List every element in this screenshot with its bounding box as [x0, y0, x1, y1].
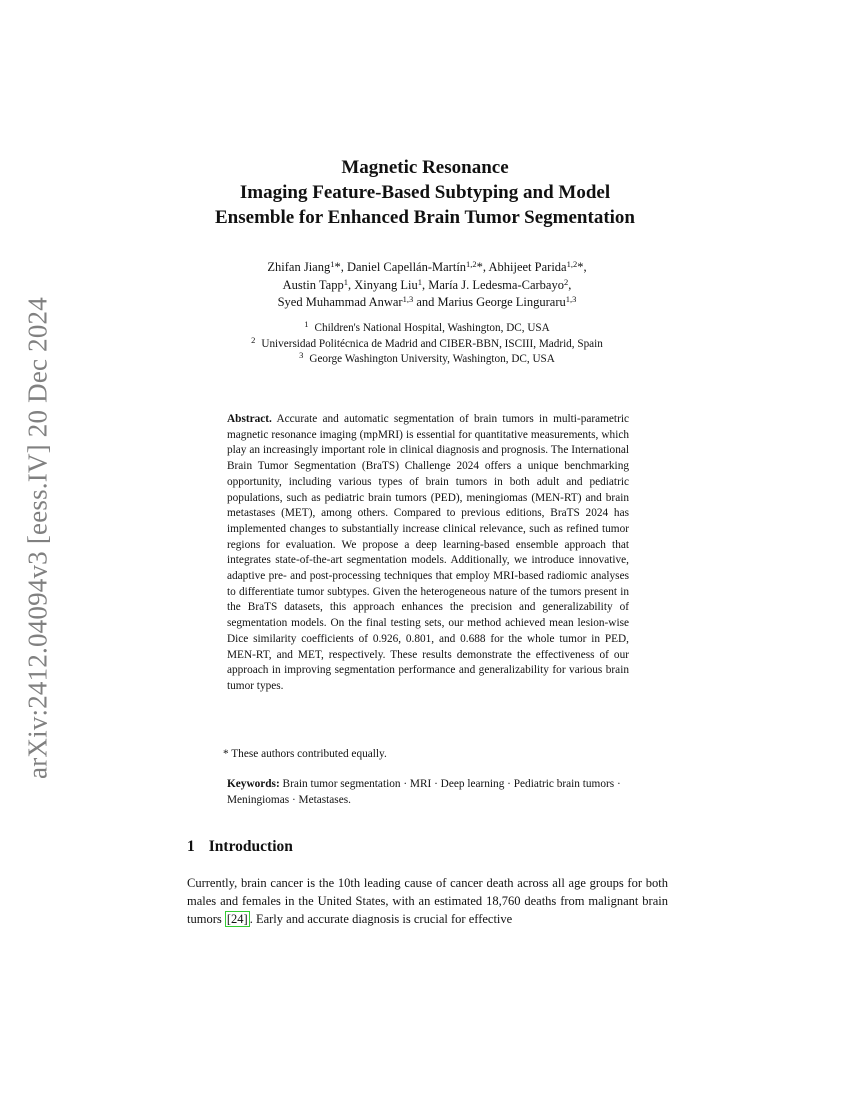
author-name: Syed Muhammad Anwar	[277, 295, 403, 309]
author-name: Austin Tapp	[282, 277, 344, 292]
author-affiliation-mark: 1	[330, 259, 335, 269]
keywords	[227, 777, 629, 808]
author-affiliation-mark: 2	[563, 276, 569, 287]
author-name: María J. Ledesma-Carbayo	[428, 277, 564, 292]
affiliation	[150, 352, 704, 368]
author-name: Marius George Linguraru	[437, 295, 566, 309]
equal-contribution-footnote	[223, 747, 629, 762]
section-heading	[187, 838, 293, 856]
intro-text-continued: . Early and accurate diagnosis is crucial for effective	[249, 911, 513, 926]
author-list: Zhifan Jiang$^1$*, Daniel Capellán-Martín$^{1,2}$*, Abhijeet Parida$^{1,2}$*, Austin Tapp$^1$, Xinyang Liu$^1$, María J. Ledesma-Carbayo$^2$, Syed Muhammad Anwar$^{1,3}$ and Marius George Linguraru$^{1,3}$	[267, 259, 587, 309]
author-name: Abhijeet Parida	[488, 260, 567, 274]
footnote-mark: *	[223, 748, 229, 760]
keywords-label: Keywords:	[227, 778, 280, 790]
citation-link[interactable]: [24]	[226, 911, 248, 926]
paper-title	[150, 155, 700, 230]
affiliation	[150, 334, 704, 353]
title-line: Imaging Feature-Based Subtyping and Model	[239, 182, 611, 203]
abstract-text: Accurate and automatic segmentation of brain tumors in multi-parametric magnetic resonance imaging (mpMRI) is essential for quantitative measurements, which play an increasingly important role in clinical diagnosis and prognosis. The International Brain Tumor Segmentation (BraTS) Challenge 2024 offers a unique benchmarking opportunity, including various types of brain tumors in both adult and pediatric populations, such as pediatric brain tumors (PED), meningiomas (MEN-RT) and brain metastases (MET), among others. Compared to previous editions, BraTS 2024 has implemented changes to substantially increase clinical relevance, such as refined tumor regions for evaluation. We propose a deep learning-based ensemble approach that integrates state-of-the-art segmentation models. Additionally, we introduce innovative, adaptive pre- and post-processing techniques that employ MRI-based radiomic analyses to differentiate tumor subtypes. Given the heterogeneous nature of the tumors present in the BraTS datasets, this approach enhances the precision and generalizability of segmentation models. On the final testing sets, our method achieved mean lesion-wise Dice similarity coefficients of 0.926, 0.801, and 0.688 for the whole tumor in PED, MEN-RT, and MET, respectively. These results demonstrate the effectiveness of our approach in improving segmentation performance and generalizability for various brain tumor types.	[227, 413, 629, 692]
affiliation-number: 3	[299, 350, 304, 360]
affiliation-text: Universidad Politécnica de Madrid and CIBER-BBN, ISCIII, Madrid, Spain	[261, 337, 603, 350]
author-affiliation-mark: 1,3	[565, 294, 577, 304]
citation-number: 24	[231, 911, 244, 926]
footnote-text: These authors contributed equally.	[231, 748, 387, 760]
affiliation-list	[150, 321, 704, 368]
intro-text: Currently, brain cancer is the 10th leading cause of cancer death across all age groups for both males and females in the United States, with an estimated 18,760 deaths from malignant brain tumors	[187, 876, 668, 926]
author-affiliation-mark: 1,2	[466, 259, 477, 269]
keywords-text: Brain tumor segmentation · MRI · Deep learning · Pediatric brain tumors · Meningiomas · Metastases.	[227, 778, 621, 806]
author-conjunction: and	[416, 295, 435, 309]
affiliation-text: George Washington University, Washington, DC, USA	[309, 353, 555, 365]
affiliation	[150, 321, 704, 337]
arxiv-identifier: arXiv:2412.04094v3 [eess.IV] 20 Dec 2024	[22, 297, 53, 779]
title-line: Magnetic Resonance	[341, 157, 509, 178]
author-name: Zhifan Jiang	[267, 260, 331, 274]
affiliation-number: 1	[304, 319, 309, 329]
abstract	[227, 412, 629, 695]
author-affiliation-mark: 1	[417, 276, 422, 287]
author-name: Xinyang Liu	[354, 277, 418, 292]
affiliation-number: 2	[251, 334, 256, 345]
author-affiliation-mark: 1	[343, 276, 348, 287]
title-line: Ensemble for Enhanced Brain Tumor Segmentation	[215, 207, 635, 228]
author-name: Daniel Capellán-Martín	[346, 260, 467, 274]
author-affiliation-mark: 1,3	[402, 294, 414, 304]
section-title: Introduction	[208, 838, 293, 855]
affiliation-text: Children's National Hospital, Washington, DC, USA	[314, 322, 550, 334]
author-affiliation-mark: 1,2	[566, 259, 578, 269]
introduction-paragraph	[187, 875, 668, 928]
abstract-label: Abstract.	[227, 413, 272, 425]
section-number: 1	[187, 838, 195, 855]
